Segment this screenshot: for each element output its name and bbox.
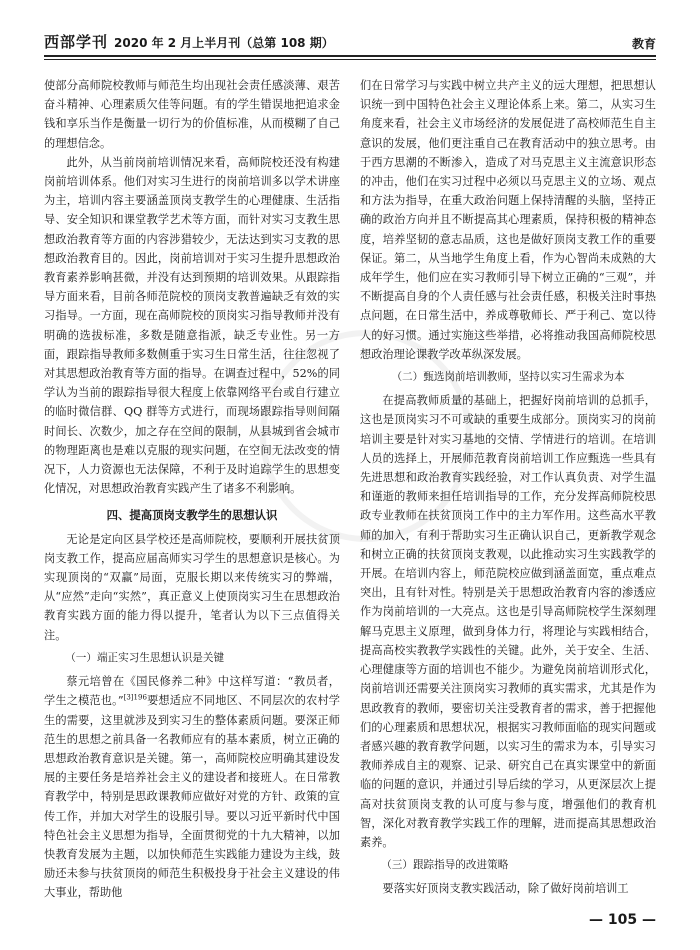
paragraph: 们在日常学习与实践中树立共产主义的远大理想，把思想认识统一到中国特色社会主义理论体系上来。第二，从实习生角度来看，社会主义市场经济的发展促进了高校师范生自主意识的发展，他们更注重自己在教育活动中的独立思考。由于西方思潮的不断渗入，造成了对马克思主义主流意识形态的冲击，他们在实习过程中必须以马克思主义的立场、观点和方法为指导，在重大政治问题上保持清醒的头脑，坚持正确的政治方向并且不断提高其心理素质，保持积极的精神态度，培养坚韧的意志品质，这也是做好顶岗支教工作的重要保证。第二，从当地学生角度上看，作为心智尚未成熟的大成年学生，他们应在实习教师引导下树立正确的“三观”，并不断提高自身的个人责任感与社会责任感，积极关注时事热点问题，在日常生活中，养成尊敬师长、严于利己、宽以待人的好习惯。通过实施这些举措，必将推动我国高师院校思想政治理论课教学改革纵深发展。 — [360, 79, 656, 361]
header-rule-thick — [44, 55, 656, 57]
header-rule-thin — [44, 59, 656, 60]
journal-brand: 西部学刊 — [44, 33, 109, 51]
page-number: — 105 — — [589, 912, 656, 928]
citation-ref: [3]196 — [123, 693, 147, 702]
subsection-heading: （一）端正实习生思想认识是关键 — [65, 651, 225, 664]
paragraph: 使部分高师院校教师与师范生均出现社会责任感淡薄、艰苦奋斗精神、心理素质欠佳等问题。有的学生错误地把追求金钱和享乐当作是衡量一切行为的价值标准，从而模糊了自己的理想信念。 — [44, 79, 340, 150]
left-column — [44, 76, 340, 908]
running-header — [44, 30, 656, 52]
paragraph: 无论是定向区县学校还是高师院校，要顺利开展扶贫顶岗支教工作，提高应届高师实习学生的思想意识是核心。为实现顶岗的“双赢”局面，克服长期以来传统实习的弊端，从“应然”走向“实然”，真正意义上使顶岗实习生在思想政治教育实践方面的能力得以提升，笔者认为以下三点值得关注。 — [44, 532, 340, 642]
journal-identity — [44, 31, 334, 52]
paragraph: 要落实好顶岗支教实践活动，除了做好岗前培训工 — [382, 882, 629, 896]
issue-info: 2020 年 2 月上半月刊（总第 108 期） — [114, 36, 334, 50]
section-heading: 四、提高顶岗支教学生的思想认识 — [106, 508, 278, 523]
subsection-heading: （三）跟踪指导的改进策略 — [381, 859, 509, 872]
paragraph: 在提高教师质量的基础上，把握好岗前培训的总抓手，这也是顶岗实习不可或缺的重要生成部分。顶岗实习的岗前培训主要是针对实习基地的交情、学情进行的培训。在培训人员的选择上，开展师范教育岗前培训工作应甄选一些具有先进思想和政治教育实践经验，对工作认真负责、对学生温和谨逝的教师来担任培训指导的工作，充分发挥高师院校思政专业教师在扶贫顶岗工作中的主力军作用。这些高水平教师的加入，有利于帮助实习生正确认识自己，更新教学观念和树立正确的扶贫顶岗支教观，以此推动实习生实践教学的开展。在培训内容上，师范院校应做到涵盖面宽，重点难点突出，且有针对性。特别是关于思想政治教育内容的渗透应作为岗前培训的一大亮点。这也是引导高师院校学生深刻理解马克思主义原理，做到身体力行，将理论与实践相结合，提高高校实教教学实践性的关键。此外，关于安全、生活、心理健康等方面的培训也不能少。为避免岗前培训形式化，岗前培训还需要关注顶岗实习教师的真实需求，尤其是作为思政教育的教师，要密切关注受教育者的需求，善于把握他们的心理素质和思想状况，根据实习教师面临的现实问题或者感兴趣的教育教学问题，以实习生的需求为本，引导实习教师养成自主的观察、记录、研究自己在真实课堂中的新面临的问题的意识，并通过引导后续的学习，从更深层次上提高对扶贫顶岗支教的认可度与参与度，增强他们的教育机智，深化对教育教学实践工作的理解，进而提高其思想政治素养。 — [360, 394, 656, 849]
article-body — [44, 76, 656, 908]
section-label: 教育 — [631, 37, 656, 51]
right-column — [360, 76, 656, 908]
paragraph-text: 要想适应不同地区、不同层次的农村学生的需要，这里就涉及到实习生的整体素质问题。要深正师范生的思想之前具备一名教师应有的基本素质，树立正确的思想政治教育意识是关键。第一，高师院校应明确其建设发展的主要任务是培养社会主义的建设者和接班人。在日常教育教学中，特别是思政课教师应做好对党的方针、政策的宣传工作，并加大对学生的设服引导。要以习近平新时代中国特色社会主义思想为指导，全面贯彻党的十九大精神，以加快教育发展为主题，以加快师范生实践能力建设为主线，鼓励还未参与扶贫顶岗的师范生积极投身于社会主义建设的伟大事业，帮助他 — [44, 694, 340, 900]
paragraph — [44, 672, 340, 902]
subsection-heading: （二）甄选岗前培训教师，坚持以实习生需求为本 — [391, 371, 625, 384]
quote-text: 蔡元培曾在《国民修养二种》中这样写道：“教员者，学生之模范也。” — [44, 675, 340, 708]
paragraph: 此外，从当前岗前培训情况来看，高师院校还没有构建岗前培训体系。他们对实习生进行的岗前培训多以学术讲座为主，培训内容主要涵盖顶岗支教学生的心理健康、生活指导、安全知识和课堂教学艺术等方面，而针对实习支教生思想政治教育等方面的内容涉猎较少，无法达到实习支教的思想政治教育目的。因此，岗前培训对于实习生提升思想政治教育素养影响甚微，并没有达到预期的培训效果。从跟踪指导方面来看，目前各师范院校的顶岗支教普遍缺乏有效的实习指导。一方面，现在高师院校的顶岗实习指导教师并没有明确的选拔标准，多数是随意指派，缺乏专业性。另一方面，跟踪指导教师多数侧重于实习生日常生活，往往忽视了对其思想政治教育等方面的指导。在调查过程中，52%的同学认为当前的跟踪指导很大程度上依靠网络平台或自行建立的临时微信群、QQ 群等方式进行，而现场跟踪指导则间隔时间长、次数少，加之存在空间的限制，从县城到省会城市的物理距离也是难以克服的现实问题，在空间无法改变的情况下，人力资源也无法保障，不利于及时追踪学生的思想变化情况，对思想政治教育实践产生了诸多不利影响。 — [44, 155, 340, 496]
